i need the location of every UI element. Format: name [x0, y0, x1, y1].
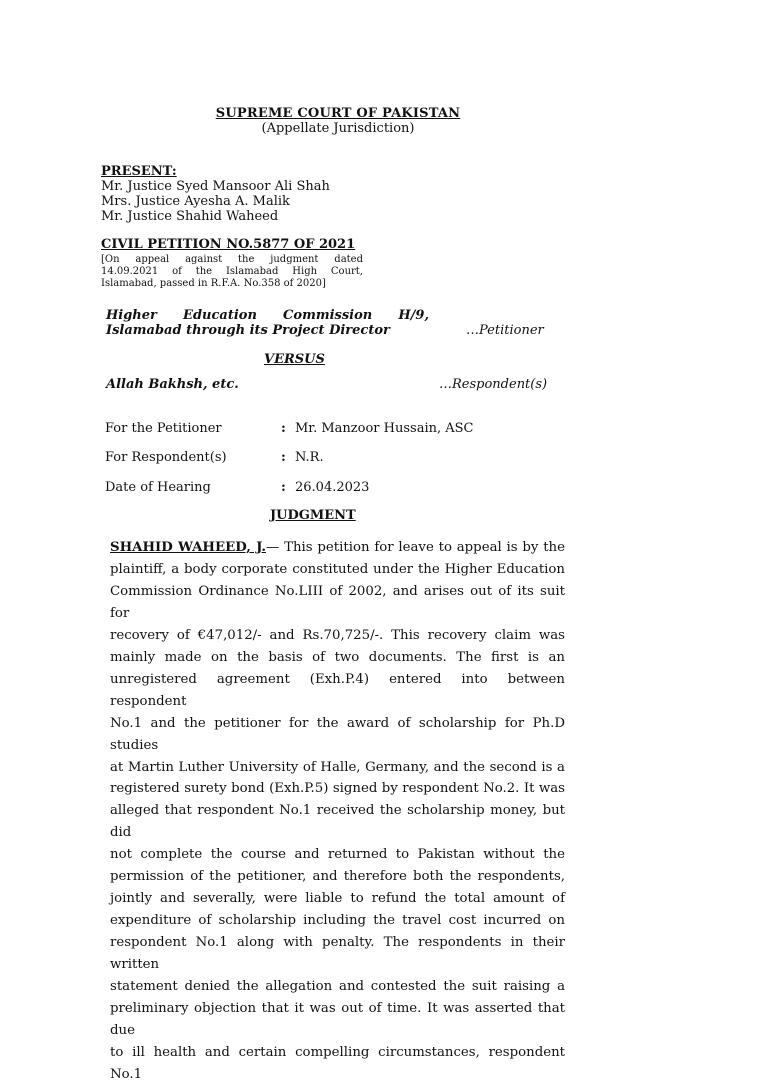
judgment-body-line: Commission Ordinance No.LIII of 2002, and arises out of its suit for: [110, 583, 565, 621]
court-title: SUPREME COURT OF PAKISTAN: [215, 106, 461, 121]
judgment-body-line: at Martin Luther University of Halle, Germany, and the second is a: [110, 759, 565, 775]
author-signature: SHAHID WAHEED, J.: [110, 540, 266, 555]
judgment-body-line: to ill health and certain compelling circumstances, respondent No.1: [110, 1044, 565, 1082]
appeal-note: [101, 254, 363, 290]
judge-name: Mr. Justice Syed Mansoor Ali Shah: [101, 179, 330, 194]
jurisdiction-subtitle: (Appellate Jurisdiction): [261, 121, 415, 136]
judgment-body: [110, 537, 565, 1086]
judgment-body-line: not complete the course and returned to Pakistan without the: [110, 847, 565, 863]
appearance-value: 26.04.2023: [295, 480, 370, 495]
respondent-name: Allah Bakhsh, etc.: [106, 377, 239, 392]
judgment-body-line: unregistered agreement (Exh.P.4) entered into between respondent: [110, 671, 565, 709]
judge-name: Mrs. Justice Ayesha A. Malik: [101, 194, 290, 209]
judgment-body-line: registered surety bond (Exh.P.5) signed by respondent No.2. It was: [110, 781, 565, 797]
judgment-body-line: statement denied the allegation and contested the suit raising a: [110, 979, 565, 995]
case-number: CIVIL PETITION NO.5877 OF 2021: [101, 237, 356, 252]
judgment-body-line: permission of the petitioner, and therefore both the respondents,: [110, 869, 565, 885]
judgment-heading: JUDGMENT: [270, 508, 356, 523]
appearance-label: For the Petitioner: [105, 421, 222, 436]
appearance-label: For Respondent(s): [105, 450, 227, 465]
appearance-colon: :: [281, 421, 286, 436]
petitioner-name-line: Islamabad through its Project Director: [106, 323, 390, 338]
appearance-colon: :: [281, 480, 286, 495]
first-line-rest: — This petition for leave to appeal is by the: [266, 540, 565, 555]
judgment-body-line: recovery of €47,012/- and Rs.70,725/-. This recovery claim was: [110, 627, 565, 643]
petitioner-name-line: Higher Education Commission H/9,: [106, 308, 429, 323]
appearance-label: Date of Hearing: [105, 480, 211, 495]
appeal-note-line: Islamabad, passed in R.F.A. No.358 of 2020]: [101, 278, 326, 289]
judgment-body-line: plaintiff, a body corporate constituted under the Higher Education: [110, 561, 565, 577]
appeal-note-line: 14.09.2021 of the Islamabad High Court,: [101, 266, 363, 277]
petitioner-role: …Petitioner: [466, 323, 544, 338]
versus-label: VERSUS: [264, 352, 325, 367]
judge-name: Mr. Justice Shahid Waheed: [101, 209, 279, 224]
respondent-role: …Respondent(s): [439, 377, 548, 392]
appeal-note-line: [On appeal against the judgment dated: [101, 254, 363, 265]
present-heading: PRESENT:: [101, 164, 177, 179]
appearance-colon: :: [281, 450, 286, 465]
judgment-body-line: jointly and severally, were liable to refund the total amount of: [110, 891, 565, 907]
appearance-value: N.R.: [295, 450, 324, 465]
judgment-body-line: No.1 and the petitioner for the award of scholarship for Ph.D studies: [110, 715, 565, 753]
judgment-body-line: respondent No.1 along with penalty. The respondents in their written: [110, 935, 565, 973]
judgment-body-line: mainly made on the basis of two documents. The first is an: [110, 649, 565, 665]
judgment-body-line: alleged that respondent No.1 received the scholarship money, but did: [110, 803, 565, 841]
judgment-body-line: preliminary objection that it was out of time. It was asserted that due: [110, 1001, 565, 1038]
judgment-body-line: [110, 537, 565, 559]
judgment-body-line: expenditure of scholarship including the travel cost incurred on: [110, 913, 565, 929]
appearance-value: Mr. Manzoor Hussain, ASC: [295, 421, 474, 436]
